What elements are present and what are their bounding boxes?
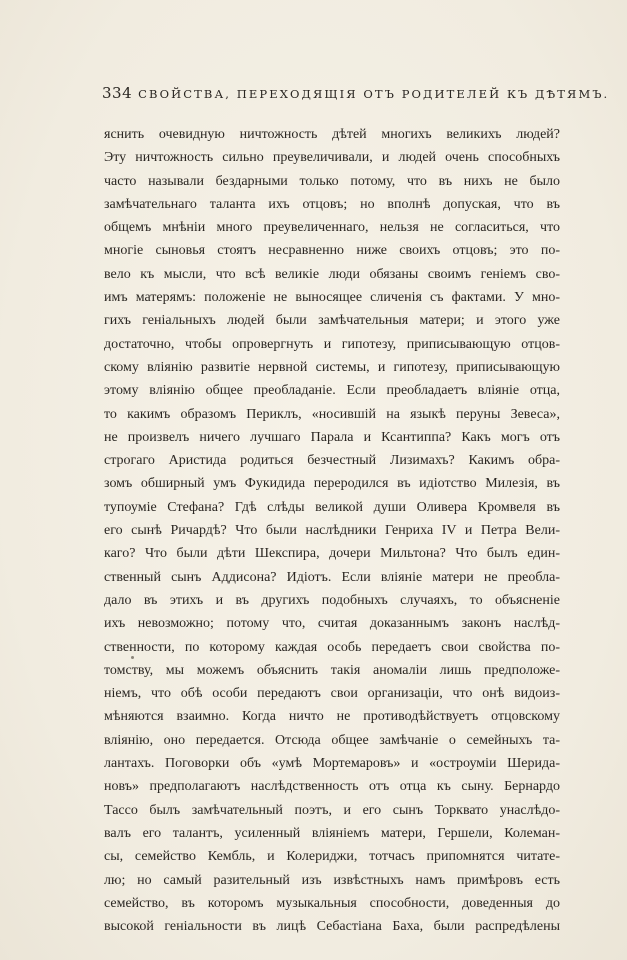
text-line: этому влiянiю общее преобладанiе. Если преобладаетъ влiянiе отца, [104, 383, 560, 399]
text-line: ихъ невозможно; потому что, считая доказаннымъ законъ наслѣд- [104, 616, 560, 632]
text-line: то какимъ образомъ Периклъ, «носившiй на языкѣ перуны Зевеса», [104, 406, 560, 422]
margin-mark [131, 656, 134, 659]
text-line: высокой генiальности въ лицѣ Себастiана Баха, были распредѣлены [104, 919, 560, 935]
text-line: скому влiянiю развитiе нервной системы, и гипотезу, приписывающую [104, 359, 560, 375]
text-line: достаточно, чтобы опровергнуть и гипотезу, приписывающую отцов- [104, 336, 560, 352]
text-line: его сынѣ Ричардѣ? Что были наслѣдники Генриха IV и Петра Вели- [104, 523, 560, 539]
text-line: имъ матерямъ: положенiе не выносящее сличенiя съ фактами. У мно- [104, 290, 560, 306]
page-header [102, 84, 610, 102]
text-line: нiемъ, что обѣ особи передаютъ свои организацiи, что онѣ видоиз- [104, 686, 560, 702]
text-line: гихъ генiальныхъ людей были замѣчательныя матери; и этого уже [104, 313, 560, 329]
text-line: тупоумiе Стефана? Гдѣ слѣды великой души Оливера Кромвеля въ [104, 499, 560, 515]
text-line: лю; но самый разительный изъ извѣстныхъ намъ примѣровъ есть [104, 872, 560, 888]
running-head: СВОЙСТВА, ПЕРЕХОДЯЩIЯ ОТЪ РОДИТЕЛЕЙ КЪ ДѢТЯМЪ. [138, 87, 610, 101]
text-line: строгаго Аристида родиться безчестный Лизимахъ? Какимъ обра- [104, 453, 560, 469]
text-line: Эту ничтожность сильно преувеличивали, и людей очень способныхъ [104, 150, 560, 166]
text-line: вело къ мысли, что всѣ великiе люди обязаны своимъ генiемъ сво- [104, 266, 560, 282]
text-line: замѣчательнаго таланта ихъ отцовъ; но вполнѣ допуская, что въ [104, 196, 560, 212]
text-line: часто называли бездарными только потому, что въ нихъ не было [104, 173, 560, 189]
text-line: Тассо былъ замѣчательный поэтъ, и его сынъ Торквато унаслѣдо- [104, 802, 560, 818]
text-line: мѣняются взаимно. Когда ничто не противодѣйствуетъ отцовскому [104, 709, 560, 725]
page-number: 334 [102, 84, 133, 102]
text-line: новъ» предполагаютъ наслѣдственность отъ отца къ сыну. Бернардо [104, 779, 560, 795]
text-line: влiянiю, оно передается. Отсюда общее замѣчанiе о семейныхъ та- [104, 732, 560, 748]
text-line: каго? Что были дѣти Шекспира, дочери Мильтона? Что былъ един- [104, 546, 560, 562]
text-line: валъ его талантъ, усиленный влiянiемъ матери, Гершели, Колеман- [104, 825, 560, 841]
text-line: многiе сыновья стоятъ несравненно ниже своихъ отцовъ; это по- [104, 243, 560, 259]
text-line: дало въ этихъ и въ другихъ подобныхъ случаяхъ, то объясненiе [104, 592, 560, 608]
text-line: лантахъ. Поговорки объ «умѣ Мортемаровъ» и «остроумiи Шерида- [104, 756, 560, 772]
text-line: ственный сынъ Аддисона? Идiотъ. Если влiянiе матери не преобла- [104, 569, 560, 585]
text-line: семейство, въ которомъ музыкальныя способности, доведенныя до [104, 895, 560, 911]
text-line: не произвелъ ничего лучшаго Парала и Ксантиппа? Какъ могъ отъ [104, 429, 560, 445]
text-line: ственности, по которому каждая особь передаетъ свои свойства по- [104, 639, 560, 655]
text-line: зомъ обширный умъ Фукидида переродился въ идiотство Милезiя, въ [104, 476, 560, 492]
text-line: томству, мы можемъ объяснить такiя аномалiи лишь предположе- [104, 662, 560, 678]
body-text [104, 123, 560, 938]
text-line: яснить очевидную ничтожность дѣтей многихъ великихъ людей? [104, 127, 560, 142]
text-line: общемъ мнѣнiи много преувеличеннаго, нельзя не согласиться, что [104, 220, 560, 236]
text-line: сы, семейство Кембль, и Колериджи, тотчасъ припомнятся читате- [104, 849, 560, 865]
